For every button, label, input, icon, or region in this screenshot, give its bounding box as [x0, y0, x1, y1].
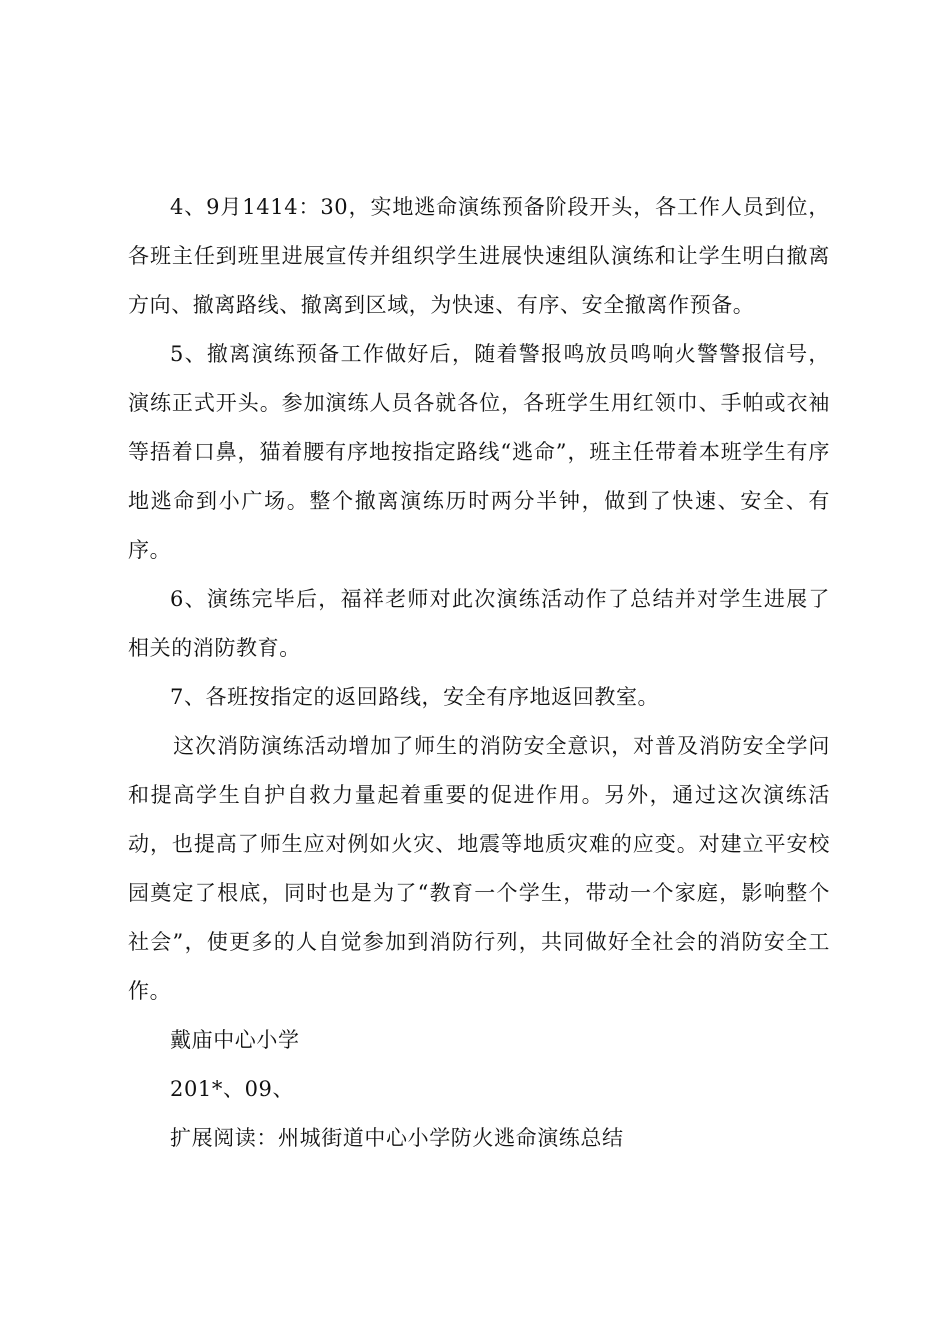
paragraph-summary: 这次消防演练活动增加了师生的消防安全意识，对普及消防安全学问和提高学生自护自救力量起着重要的促进作用。另外，通过这次演练活动，也提高了师生应对例如火灾、地震等地质灾难的应变。对建立平安校园奠定了根底，同时也是为了“教育一个学生，带动一个家庭，影响整个社会”，使更多的人自觉参加到消防行列，共同做好全社会的消防安全工作。	[128, 734, 830, 1003]
paragraph-step-4: 4、9月1414：30，实地逃命演练预备阶段开头，各工作人员到位，各班主任到班里进展宣传并组织学生进展快速组队演练和让学生明白撤离方向、撤离路线、撤离到区域，为快速、有序、安全撤离作预备。	[128, 195, 830, 317]
paragraph-step-6: 6、演练完毕后，福祥老师对此次演练活动作了总结并对学生进展了相关的消防教育。	[128, 587, 830, 660]
paragraph-step-5: 5、撤离演练预备工作做好后，随着警报鸣放员鸣响火警警报信号，演练正式开头。参加演练人员各就各位，各班学生用红领巾、手帕或衣袖等捂着口鼻，猫着腰有序地按指定路线“逃命”，班主任带着本班学生有序地逃命到小广场。整个撤离演练历时两分半钟，做到了快速、安全、有序。	[128, 342, 830, 562]
extended-reading-title: 扩展阅读：州城街道中心小学防火逃命演练总结	[170, 1126, 624, 1150]
paragraph-step-7: 7、各班按指定的返回路线，安全有序地返回教室。	[170, 685, 660, 709]
school-signature: 戴庙中心小学	[170, 1028, 300, 1052]
document-date: 201*、09、	[170, 1077, 295, 1101]
document-body	[128, 183, 830, 1163]
